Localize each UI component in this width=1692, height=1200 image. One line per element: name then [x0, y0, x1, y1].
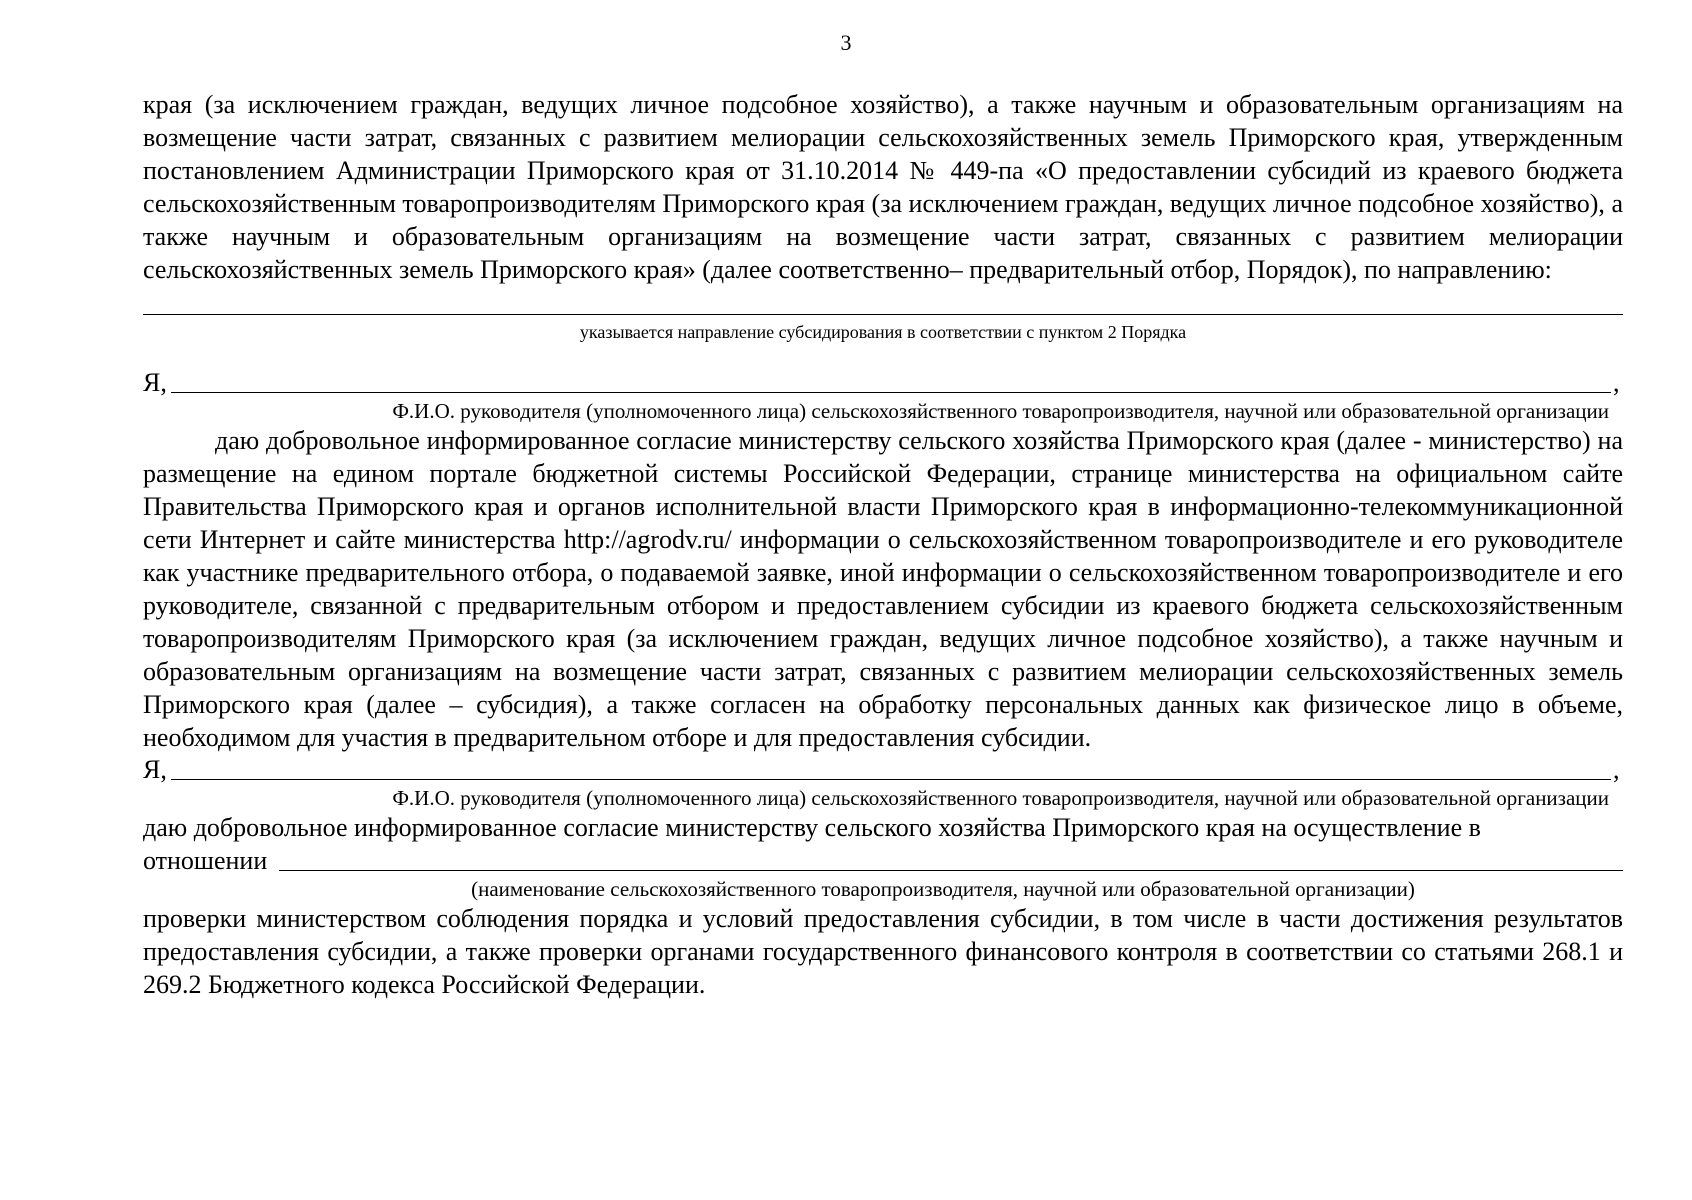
- direction-caption: указывается направление субсидирования в соответствии с пунктом 2 Порядка: [579, 322, 1187, 342]
- fio-caption-2: Ф.И.О. руководителя (уполномоченного лица) сельскохозяйственного товаропроизводителя, научной или образовательной организации: [392, 786, 1609, 810]
- organization-input-line[interactable]: [279, 846, 1623, 871]
- comma: ,: [1613, 368, 1620, 397]
- ya-label: Я,: [143, 755, 167, 784]
- comma: ,: [1613, 755, 1620, 784]
- ya-label: Я,: [143, 368, 167, 397]
- fio-caption-1: Ф.И.О. руководителя (уполномоченного лица) сельскохозяйственного товаропроизводителя, научной или образовательной организации: [392, 399, 1609, 423]
- otnoshenii-row: [143, 844, 1623, 877]
- consent-paragraph-1: даю добровольное информированное согласие министерству сельского хозяйства Приморского края (далее - министерство) на размещение на едином портале бюджетной системы Российской Федерации, странице министерства на официальном сайте Правительства Приморского края и органов исполнительной власти Приморского края в информационно-телекоммуникационной сети Интернет и сайте министерства http://agrodv.ru/ информации о сельскохозяйственном товаропроизводителе и его руководителе как участнике предварительного отбора, о подаваемой заявке, иной информации о сельскохозяйственном товаропроизводителе и его руководителе, связанной с предварительным отбором и предоставлением субсидии из краевого бюджета сельскохозяйственным товаропроизводителям Приморского края (за исключением граждан, ведущих личное подсобное хозяйство), а также научным и образовательным организациям на возмещение части затрат, связанных с развитием мелиорации сельскохозяйственных земель Приморского края (далее – субсидия), а также согласен на обработку персональных данных как физическое лицо в объеме, необходимом для участия в предварительном отборе и для предоставления субсидии.: [143, 426, 1623, 752]
- otnoshenii-label: отношении: [143, 846, 268, 875]
- organization-caption: (наименование сельскохозяйственного товаропроизводителя, научной или образовательной организации): [471, 877, 1415, 901]
- fio-input-line-2[interactable]: [171, 755, 1611, 780]
- intro-paragraph: края (за исключением граждан, ведущих личное подсобное хозяйство), а также научным и образовательным организациям на возмещение части затрат, связанных с развитием мелиорации сельскохозяйственных земель Приморского края, утвержденным постановлением Администрации Приморского края от 31.10.2014 № 449-па «О предоставлении субсидий из краевого бюджета сельскохозяйственным товаропроизводителям Приморского края (за исключением граждан, ведущих личное подсобное хозяйство), а также научным и образовательным организациям на возмещение части затрат, связанных с развитием мелиорации сельскохозяйственных земель Приморского края» (далее соответственно– предварительный отбор, Порядок), по направлению:: [143, 90, 1623, 284]
- document-body: [143, 88, 1623, 1001]
- fio-row-2: [143, 754, 1623, 786]
- fio-input-line-1[interactable]: [171, 368, 1611, 393]
- fio-row-1: [143, 367, 1623, 399]
- consent-paragraph-2: даю добровольное информированное согласие министерству сельского хозяйства Приморского края на осуществление в: [143, 813, 1481, 842]
- final-paragraph: проверки министерством соблюдения порядка и условий предоставления субсидии, в том числе в части достижения результатов предоставления субсидии, а также проверки органами государственного финансового контроля в соответствии со статьями 268.1 и 269.2 Бюджетного кодекса Российской Федерации.: [143, 904, 1623, 999]
- page-number: 3: [840, 30, 852, 55]
- direction-input-line[interactable]: [143, 308, 1623, 315]
